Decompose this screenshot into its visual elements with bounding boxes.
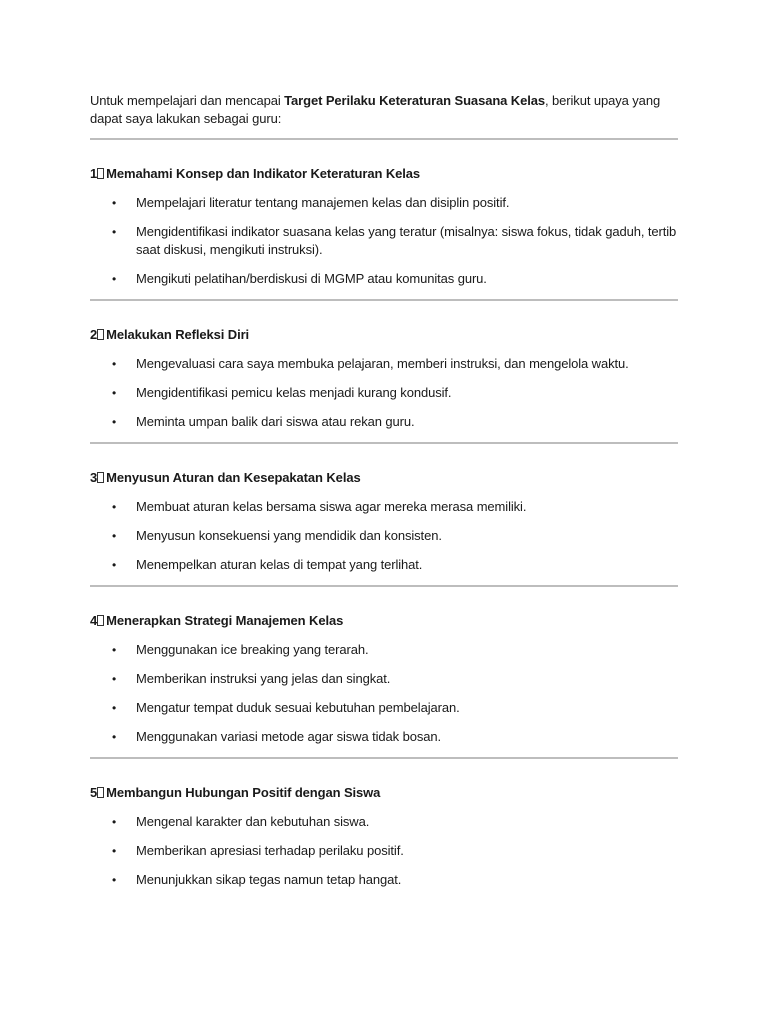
bullet-icon: • <box>112 558 117 572</box>
list-item <box>90 527 678 545</box>
intro-paragraph <box>90 92 678 128</box>
list-item <box>90 699 678 717</box>
bullet-icon: • <box>112 701 117 715</box>
bullet-icon: • <box>112 643 117 657</box>
section-5 <box>90 784 678 889</box>
bullet-icon: • <box>112 415 117 429</box>
list-item-text: Meminta umpan balik dari siswa atau rekan guru. <box>136 414 415 429</box>
list-item-text: Mengatur tempat duduk sesuai kebutuhan pembelajaran. <box>136 700 460 715</box>
list-item-text: Menggunakan ice breaking yang terarah. <box>136 642 369 657</box>
list-item <box>90 498 678 516</box>
keycap-box-icon <box>97 472 104 483</box>
keycap-box-icon <box>97 787 104 798</box>
divider <box>90 442 678 444</box>
bullet-icon: • <box>112 225 117 239</box>
list-item-text: Mengikuti pelatihan/berdiskusi di MGMP atau komunitas guru. <box>136 271 487 286</box>
document-content <box>90 92 678 900</box>
list-item-text: Menempelkan aturan kelas di tempat yang terlihat. <box>136 557 423 572</box>
section-3 <box>90 469 678 587</box>
list-item <box>90 223 678 259</box>
list-item-text: Mengevaluasi cara saya membuka pelajaran, memberi instruksi, dan mengelola waktu. <box>136 356 629 371</box>
list-item <box>90 871 678 889</box>
bullet-icon: • <box>112 357 117 371</box>
bullet-list <box>90 813 678 889</box>
list-item-text: Mengenal karakter dan kebutuhan siswa. <box>136 814 370 829</box>
bullet-list <box>90 355 678 431</box>
list-item <box>90 270 678 288</box>
list-item-text: Mempelajari literatur tentang manajemen kelas dan disiplin positif. <box>136 195 510 210</box>
bullet-icon: • <box>112 386 117 400</box>
section-number: 5 <box>90 785 98 800</box>
bullet-icon: • <box>112 844 117 858</box>
list-item <box>90 194 678 212</box>
list-item <box>90 842 678 860</box>
keycap-box-icon <box>97 329 104 340</box>
list-item-text: Menyusun konsekuensi yang mendidik dan konsisten. <box>136 528 442 543</box>
list-item-text: Membuat aturan kelas bersama siswa agar mereka merasa memiliki. <box>136 499 527 514</box>
section-number: 4 <box>90 613 98 628</box>
section-number: 2 <box>90 327 98 342</box>
list-item <box>90 813 678 831</box>
intro-bold-target: Target Perilaku Keteraturan Suasana Kelas <box>284 93 545 108</box>
divider <box>90 757 678 759</box>
list-item-text: Menggunakan variasi metode agar siswa tidak bosan. <box>136 729 442 744</box>
divider <box>90 299 678 301</box>
section-title <box>90 784 678 802</box>
section-title <box>90 165 678 183</box>
list-item-text: Mengidentifikasi pemicu kelas menjadi kurang kondusif. <box>136 385 452 400</box>
section-number: 3 <box>90 470 98 485</box>
list-item <box>90 355 678 373</box>
section-1 <box>90 165 678 301</box>
section-4 <box>90 612 678 759</box>
bullet-icon: • <box>112 529 117 543</box>
bullet-icon: • <box>112 730 117 744</box>
divider <box>90 585 678 587</box>
bullet-list <box>90 194 678 288</box>
section-2 <box>90 326 678 444</box>
list-item <box>90 641 678 659</box>
bullet-icon: • <box>112 672 117 686</box>
list-item-text: Memberikan apresiasi terhadap perilaku positif. <box>136 843 404 858</box>
intro-text-before: Untuk mempelajari dan mencapai <box>90 93 285 108</box>
list-item-text: Menunjukkan sikap tegas namun tetap hangat. <box>136 872 402 887</box>
section-title-text: Membangun Hubungan Positif dengan Siswa <box>106 785 381 800</box>
list-item-text: Mengidentifikasi indikator suasana kelas yang teratur (misalnya: siswa fokus, tidak gaduh, tertib saat diskusi, mengikuti instruksi). <box>136 224 677 257</box>
bullet-icon: • <box>112 873 117 887</box>
section-title <box>90 469 678 487</box>
list-item <box>90 384 678 402</box>
list-item <box>90 413 678 431</box>
list-item <box>90 556 678 574</box>
bullet-list <box>90 498 678 574</box>
keycap-box-icon <box>97 615 104 626</box>
section-title-text: Melakukan Refleksi Diri <box>106 327 250 342</box>
section-title-text: Memahami Konsep dan Indikator Keteraturan Kelas <box>106 166 421 181</box>
section-title-text: Menyusun Aturan dan Kesepakatan Kelas <box>106 470 361 485</box>
keycap-box-icon <box>97 168 104 179</box>
list-item <box>90 670 678 688</box>
section-title-text: Menerapkan Strategi Manajemen Kelas <box>106 613 344 628</box>
section-number: 1 <box>90 166 98 181</box>
list-item-text: Memberikan instruksi yang jelas dan singkat. <box>136 671 391 686</box>
bullet-icon: • <box>112 196 117 210</box>
divider <box>90 138 678 140</box>
list-item <box>90 728 678 746</box>
intro-text-after: , berikut upaya yang dapat saya lakukan sebagai guru: <box>90 93 661 126</box>
bullet-list <box>90 641 678 746</box>
section-title <box>90 326 678 344</box>
bullet-icon: • <box>112 815 117 829</box>
bullet-icon: • <box>112 500 117 514</box>
bullet-icon: • <box>112 272 117 286</box>
sections-container <box>90 165 678 889</box>
section-title <box>90 612 678 630</box>
